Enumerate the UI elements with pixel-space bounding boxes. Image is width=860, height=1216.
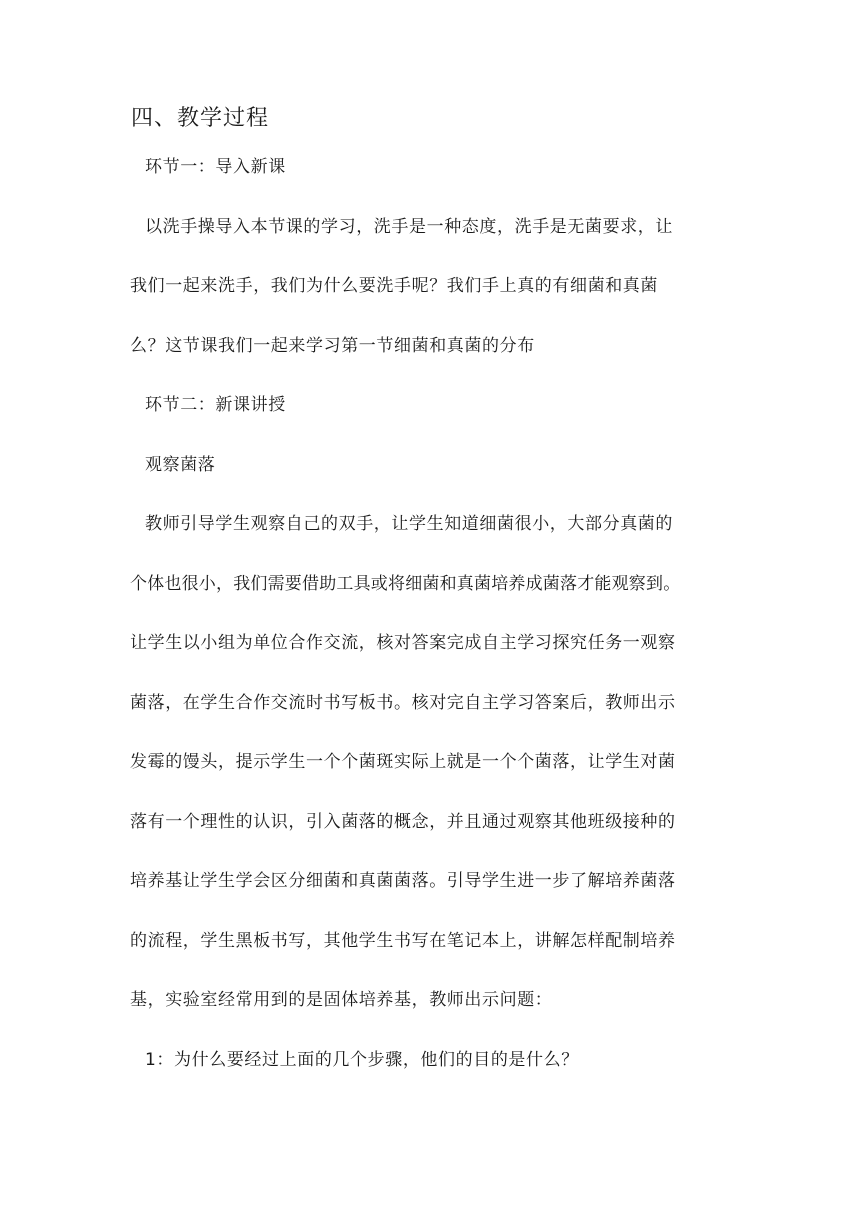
paragraph-line: 1：为什么要经过上面的几个步骤，他们的目的是什么？ bbox=[145, 1050, 579, 1070]
paragraph-line: 培养基让学生学会区分细菌和真菌菌落。引导学生进一步了解培养菌落 bbox=[130, 871, 676, 891]
paragraph-line: 观察菌落 bbox=[145, 455, 216, 475]
paragraph-line: 发霉的馒头，提示学生一个个菌斑实际上就是一个个菌落，让学生对菌 bbox=[130, 752, 676, 772]
paragraph-line: 基，实验室经常用到的是固体培养基，教师出示问题： bbox=[130, 990, 553, 1010]
paragraph-line: 落有一个理性的认识，引入菌落的概念，并且通过观察其他班级接种的 bbox=[130, 812, 676, 832]
section-heading: 四、教学过程 bbox=[131, 106, 270, 131]
paragraph-line: 教师引导学生观察自己的双手，让学生知道细菌很小，大部分真菌的 bbox=[145, 514, 673, 534]
paragraph-line: 的流程，学生黑板书写，其他学生书写在笔记本上，讲解怎样配制培养 bbox=[130, 931, 676, 951]
paragraph-line: 个体也很小，我们需要借助工具或将细菌和真菌培养成菌落才能观察到。 bbox=[130, 574, 681, 594]
paragraph-line: 让学生以小组为单位合作交流，核对答案完成自主学习探究任务一观察 bbox=[130, 633, 676, 653]
paragraph-line: 环节一：导入新课 bbox=[145, 157, 286, 177]
paragraph-line: 么？这节课我们一起来学习第一节细菌和真菌的分布 bbox=[130, 336, 535, 356]
paragraph-line: 菌落，在学生合作交流时书写板书。核对完自主学习答案后，教师出示 bbox=[130, 693, 676, 713]
paragraph-line: 以洗手操导入本节课的学习，洗手是一种态度，洗手是无菌要求，让 bbox=[145, 217, 673, 237]
paragraph-line: 环节二：新课讲授 bbox=[145, 395, 286, 415]
paragraph-line: 我们一起来洗手，我们为什么要洗手呢？我们手上真的有细菌和真菌 bbox=[130, 276, 658, 296]
